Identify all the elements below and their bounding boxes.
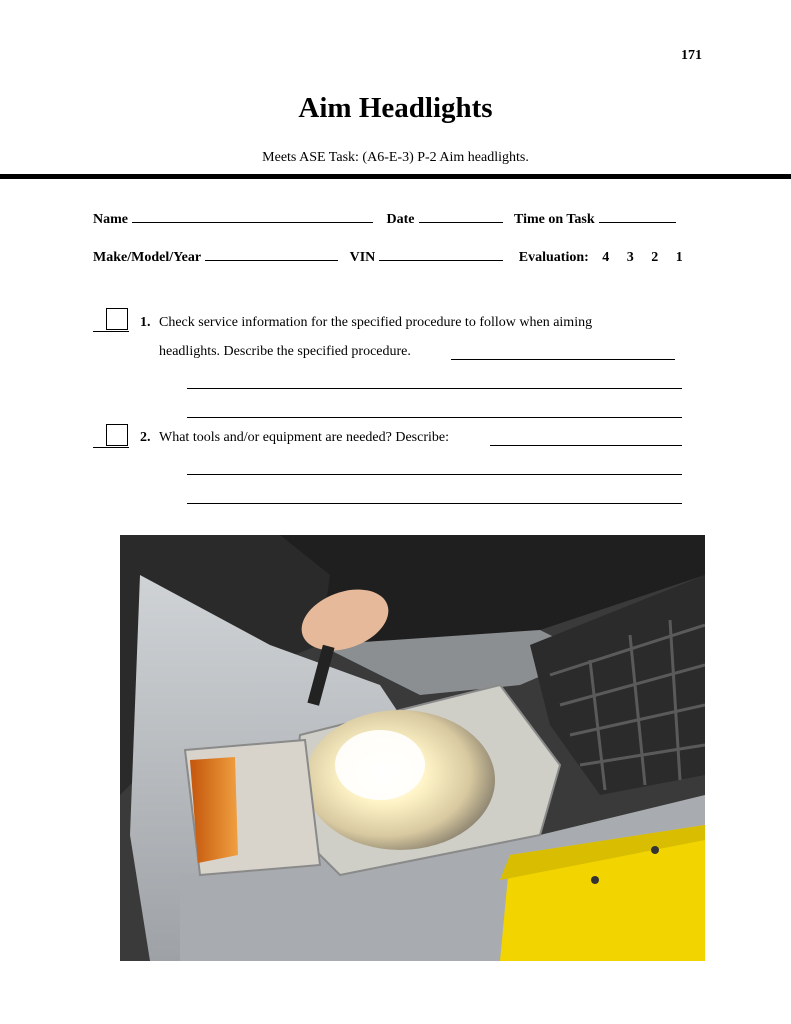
make-vin-evaluation-row [93, 246, 683, 266]
name-field[interactable] [132, 208, 373, 223]
page-number: 171 [681, 48, 702, 63]
item-1-checkbox[interactable] [106, 308, 128, 330]
item-1-text-line-1: Check service information for the specified procedure to follow when aiming [159, 315, 593, 330]
item-2-answer-line-3[interactable] [187, 502, 682, 504]
evaluation-label: Evaluation: [518, 250, 589, 265]
vin-field[interactable] [379, 246, 503, 261]
evaluation-score-1[interactable]: 1 [675, 250, 683, 265]
item-2-answer-line-1[interactable] [490, 444, 682, 446]
headlight-aiming-illustration [120, 535, 705, 961]
item-1-answer-line-2[interactable] [187, 387, 682, 389]
time-on-task-field[interactable] [599, 208, 676, 223]
item-1-check-line [93, 330, 129, 332]
time-on-task-label: Time on Task [514, 212, 595, 227]
item-1-text-line-2: headlights. Describe the specified procedure. [159, 344, 411, 359]
item-1-answer-line-3[interactable] [187, 416, 682, 418]
date-label: Date [386, 212, 415, 227]
item-2-checkbox[interactable] [106, 424, 128, 446]
name-date-time-row [93, 208, 676, 228]
evaluation-score-4[interactable]: 4 [602, 250, 610, 265]
evaluation-score-3[interactable]: 3 [626, 250, 634, 265]
evaluation-score-2[interactable]: 2 [651, 250, 659, 265]
date-field[interactable] [419, 208, 503, 223]
item-1-number: 1. [140, 315, 151, 330]
page-title: Aim Headlights [298, 92, 493, 124]
header-rule [0, 174, 791, 179]
make-model-year-field[interactable] [205, 246, 338, 261]
make-model-year-label: Make/Model/Year [93, 250, 202, 265]
task-subtitle: Meets ASE Task: (A6-E-3) P-2 Aim headlights. [262, 150, 529, 165]
item-2-answer-line-2[interactable] [187, 473, 682, 475]
name-label: Name [93, 212, 128, 227]
item-2-number: 2. [140, 430, 151, 445]
vin-label: VIN [349, 250, 376, 265]
item-2-text-line-1: What tools and/or equipment are needed? Describe: [159, 430, 449, 445]
item-2-check-line [93, 446, 129, 448]
headlight-aiming-photo [120, 535, 705, 961]
item-1-answer-line-1[interactable] [451, 358, 675, 360]
